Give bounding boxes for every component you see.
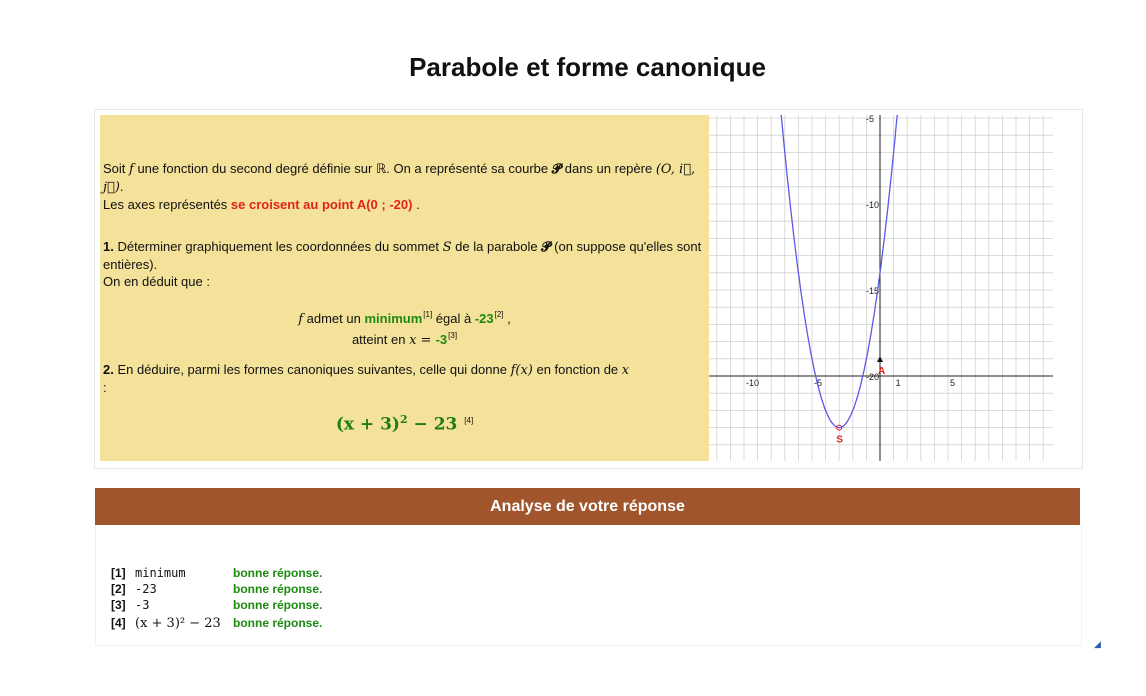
curve-symbol: 𝓟 [551, 161, 562, 176]
axes-highlight: se croisent au point A(0 ; -20) [230, 197, 413, 212]
ref-1: [1] [423, 310, 433, 319]
vertex-label: S [836, 434, 843, 446]
question-2: 2. En déduire, parmi les formes canoniques suivantes, celle qui donne f(x) en fonction de x : [103, 362, 630, 395]
analysis-row: [1] minimum bonne réponse. [111, 566, 323, 580]
answer-4-formula[interactable]: $(x + 3)^2 - 23$ [4] [335, 413, 474, 435]
x-tick-label: -10 [746, 378, 760, 388]
answer-2-value[interactable]: -23 [474, 311, 494, 326]
analysis-row: [3] -3 bonne réponse. [111, 598, 323, 612]
analysis-header: Analyse de votre réponse [95, 488, 1080, 525]
y-tick-label: -5 [866, 115, 875, 124]
f-symbol: f [129, 162, 134, 177]
result-line-1: f admet un minimum[1] égal à -23[2] , [298, 310, 511, 327]
corner-caret-icon: ◢ [1094, 639, 1101, 649]
y-tick-label: -10 [866, 200, 880, 210]
intro-text: Soit f une fonction du second degré définie sur ℝ. On a représenté sa courbe 𝓟 dans un repère (O, i⃗, j⃗). Les axes représentés se croisent au point A(0 ; -20) . [103, 161, 696, 212]
page-title: Parabole et forme canonique [409, 52, 766, 82]
answer-1-minimum[interactable]: minimum [364, 311, 423, 326]
parabola-graph[interactable] [709, 115, 1053, 461]
x-tick-label: 1 [895, 378, 901, 388]
x-tick-label: 5 [950, 378, 956, 388]
deduce-text: On en déduit que : [103, 274, 210, 289]
point-a-label: A [878, 366, 886, 377]
answer-3-x-value[interactable]: -3 [435, 332, 448, 347]
analysis-row: [4] (x + 3)² − 23 bonne réponse. [111, 616, 323, 631]
exercise-panel [100, 115, 709, 461]
ref-3: [3] [448, 331, 458, 340]
analysis-body [95, 525, 1082, 646]
question-1: 1. Déterminer graphiquement les coordonnées du sommet S de la parabole 𝓟 (on suppose qu'elles sont entières). On en déduit que : [103, 239, 702, 289]
y-tick-label: -20 [866, 372, 880, 382]
frame-symbol: (O, i⃗, j⃗) [103, 162, 696, 195]
result-line-2: atteint en x = -3[3] [351, 331, 458, 348]
analysis-row: [2] -23 bonne réponse. [111, 582, 323, 596]
graph-canvas [709, 115, 1053, 461]
ref-2: [2] [494, 310, 504, 319]
grid [709, 115, 1053, 461]
y-tick-label: -15 [866, 286, 880, 296]
ref-4: [4] [464, 415, 474, 425]
x-tick-label: -5 [814, 378, 823, 388]
